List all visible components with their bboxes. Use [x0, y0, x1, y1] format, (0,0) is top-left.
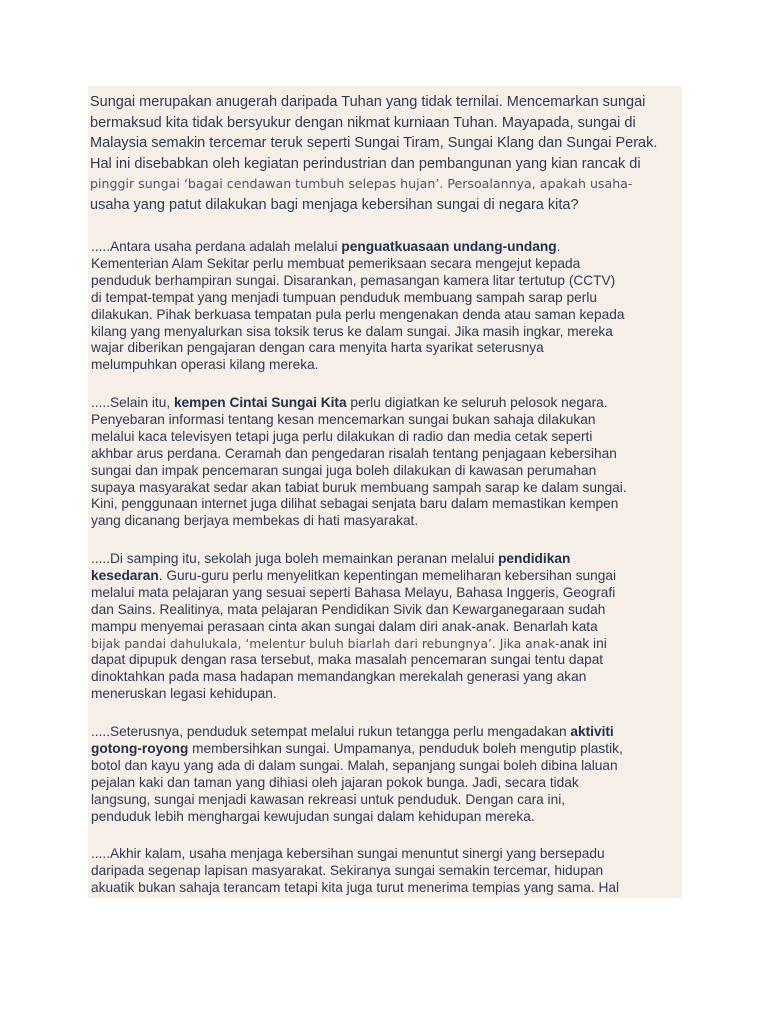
text-line: akhbar arus perdana. Ceramah dan pengedaran risalah tentang penjagaan kebersihan	[91, 445, 617, 461]
text-line: di tempat-tempat yang menjadi tumpuan penduduk membuang sampah sarap perlu	[91, 289, 597, 305]
text-line: Kementerian Alam Sekitar perlu membuat pemeriksaan secara mengejut kepada	[91, 255, 581, 271]
text-line: daripada segenap lapisan masyarakat. Sekiranya sungai semakin tercemar, hidupan	[91, 862, 604, 878]
keyword-bold: kempen Cintai Sungai Kita	[173, 395, 347, 410]
text-line: melalui mata pelajaran yang sesuai seperti Bahasa Melayu, Bahasa Inggeris, Geografi	[91, 584, 616, 600]
text-line	[91, 568, 683, 585]
paragraph-enforcement	[91, 239, 683, 374]
text-line	[91, 724, 683, 741]
text-line: yang dicanang berjaya membekas di hati masyarakat.	[91, 513, 419, 529]
text-line: pinggir sungai ‘bagai cendawan tumbuh selepas hujan’. Persoalannya, apakah usaha-	[90, 176, 633, 191]
text-line: melalui kaca televisyen tetapi juga perlu dilakukan di radio dan media cetak seperti	[91, 428, 593, 444]
text-line: pejalan kaki dan taman yang dihiasi oleh jajaran pokok bunga. Jadi, secara tidak	[91, 774, 579, 790]
paragraph-campaign	[91, 395, 683, 530]
text-line: Hal ini disebabkan oleh kegiatan perindustrian dan pembangunan yang kian rancak di	[90, 155, 641, 172]
keyword-bold: pendidikan	[498, 551, 571, 566]
text-line: Penyebaran informasi tentang kesan mencemarkan sungai bukan sahaja dilakukan	[91, 411, 596, 427]
text-line: supaya masyarakat sedar akan tabiat buruk membuang sampah sarap ke dalam sungai.	[91, 479, 627, 495]
keyword-bold: aktiviti	[570, 724, 614, 739]
text-line: bermaksud kita tidak bersyukur dengan nikmat kurniaan Tuhan. Mayapada, sungai di	[90, 114, 636, 131]
text-line	[91, 741, 683, 758]
text-line	[91, 395, 683, 412]
text-line: Kini, penggunaan internet juga dilihat sebagai senjata baru dalam memastikan kempen	[91, 496, 619, 512]
keyword-bold: gotong-royong	[91, 740, 189, 756]
paragraph-conclusion	[91, 846, 683, 897]
paragraph-gotong-royong	[91, 724, 683, 825]
text-line: kilang yang menyalurkan sisa toksik terus ke dalam sungai. Jika masih ingkar, mereka	[91, 323, 613, 339]
text-line: penduduk lebih menghargai kewujudan sungai dalam kehidupan mereka.	[91, 808, 535, 824]
text-line: Sungai merupakan anugerah daripada Tuhan yang tidak ternilai. Mencemarkan sungai	[90, 94, 646, 110]
text-line: dilakukan. Pihak berkuasa tempatan pula perlu mengenakan denda atau saman kepada	[91, 306, 625, 322]
text-line	[91, 551, 683, 568]
paragraph-education	[91, 551, 683, 703]
text-line: usaha yang patut dilakukan bagi menjaga kebersihan sungai di negara kita?	[90, 196, 579, 213]
text-line: Malaysia semakin tercemar teruk seperti Sungai Tiram, Sungai Klang dan Sungai Perak.	[90, 135, 658, 151]
keyword-bold: kesedaran	[91, 567, 159, 583]
text-run: .....Seterusnya, penduduk setempat melalui rukun tetangga perlu mengadakan	[91, 724, 571, 739]
text-line: .....Akhir kalam, usaha menjaga kebersihan sungai menuntut sinergi yang bersepadu	[91, 846, 605, 861]
text-line	[91, 239, 683, 256]
text-line: langsung, sungai menjadi kawasan rekreasi untuk penduduk. Dengan cara ini,	[91, 791, 566, 807]
keyword-bold: penguatkuasaan undang-undang	[341, 239, 557, 254]
intro-paragraph	[90, 92, 682, 215]
text-run: .....Di samping itu, sekolah juga boleh memainkan peranan melalui	[91, 551, 499, 566]
text-line: meneruskan legasi kehidupan.	[91, 686, 277, 702]
document-page	[88, 86, 682, 898]
text-line	[91, 636, 683, 653]
text-run: perlu digiatkan ke seluruh pelosok negara.	[346, 395, 608, 410]
text-line: melumpuhkan operasi kilang mereka.	[91, 357, 319, 373]
text-run: bijak pandai dahulukala, ‘melentur buluh biarlah dari rebungnya’. Jika anak-	[91, 636, 560, 651]
text-line: wajar diberikan pengajaran dengan cara menyita harta syarikat seterusnya	[91, 340, 544, 356]
text-line: dan Sains. Realitinya, mata pelajaran Pendidikan Sivik dan Kewarganegaraan sudah	[91, 601, 606, 617]
text-line: penduduk berhampiran sungai. Disarankan, pemasangan kamera litar tertutup (CCTV)	[91, 272, 616, 288]
text-line: sungai dan impak pencemaran sungai juga boleh dilakukan di kawasan perumahan	[91, 462, 597, 478]
text-run: . Guru-guru perlu menyelitkan kepentingan memeliharan kebersihan sungai	[158, 567, 617, 583]
text-run: anak ini	[559, 635, 607, 651]
text-line: mampu menyemai perasaan cinta akan sungai dalam diri anak-anak. Benarlah kata	[91, 618, 598, 634]
text-line: dinoktahkan pada masa hadapan memandangkan merekalah generasi yang akan	[91, 669, 587, 685]
text-run: membersihkan sungai. Umpamanya, penduduk boleh mengutip plastik,	[188, 740, 623, 756]
text-run: .	[556, 239, 561, 254]
text-line: dapat dipupuk dengan rasa tersebut, maka masalah pencemaran sungai tentu dapat	[91, 652, 604, 668]
text-run: .....Antara usaha perdana adalah melalui	[91, 239, 342, 254]
text-line: akuatik bukan sahaja terancam tetapi kita juga turut menerima tempias yang sama. Hal	[91, 879, 620, 895]
text-run: .....Selain itu,	[91, 395, 174, 410]
text-line: botol dan kayu yang ada di dalam sungai. Malah, sepanjang sungai boleh dibina laluan	[91, 757, 618, 773]
